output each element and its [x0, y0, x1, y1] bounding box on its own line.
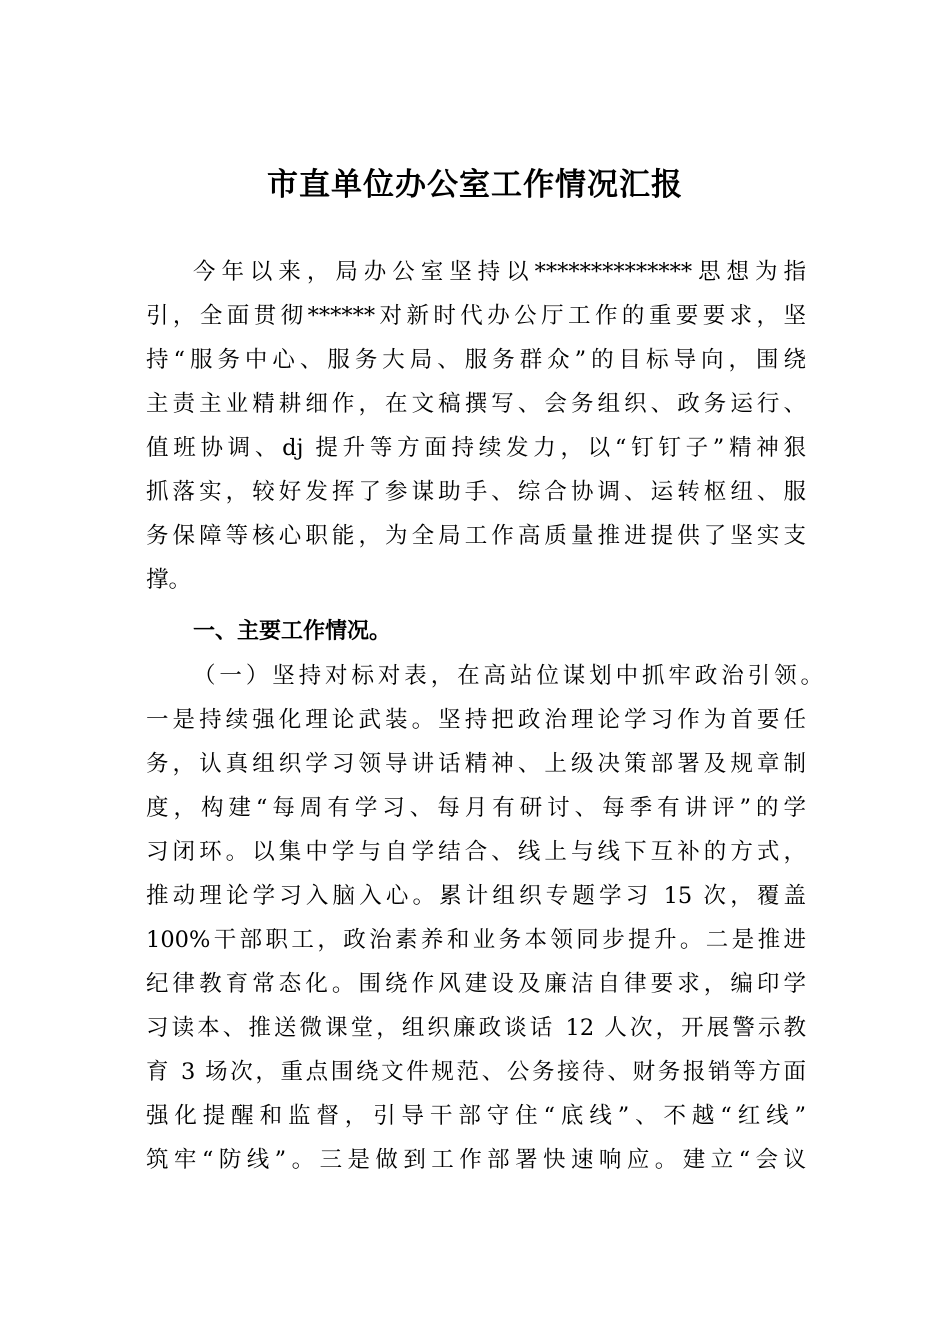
subsection-heading: （一）坚持对标对表，在高站位谋划中抓牢政治引领。: [193, 663, 823, 689]
paragraph-line: 推动理论学习入脑入心。累计组织专题学习 15 次，覆盖: [146, 883, 806, 909]
paragraph-line: 纪律教育常态化。围绕作风建设及廉洁自律要求，编印学: [146, 971, 806, 997]
paragraph-line: 习读本、推送微课堂，组织廉政谈话 12 人次，开展警示教: [146, 1015, 806, 1041]
paragraph-line: 强化提醒和监督，引导干部守住“底线”、不越“红线”: [146, 1103, 806, 1129]
paragraph-line: 值班协调、dj 提升等方面持续发力，以“钉钉子”精神狠: [146, 435, 806, 461]
paragraph-line: 育 3 场次，重点围绕文件规范、公务接待、财务报销等方面: [146, 1059, 806, 1085]
paragraph-line: 筑牢“防线”。三是做到工作部署快速响应。建立“会议: [146, 1147, 806, 1173]
paragraph-line: 撑。: [146, 567, 192, 593]
paragraph-line: 100%干部职工，政治素养和业务本领同步提升。二是推进: [146, 927, 806, 953]
paragraph-line: 主责主业精耕细作，在文稿撰写、会务组织、政务运行、: [146, 391, 806, 417]
paragraph-line: 习闭环。以集中学与自学结合、线上与线下互补的方式，: [146, 839, 806, 865]
paragraph-line: 务保障等核心职能，为全局工作高质量推进提供了坚实支: [146, 523, 806, 549]
document-title: 市直单位办公室工作情况汇报: [267, 167, 683, 203]
paragraph-line: 引，全面贯彻******对新时代办公厅工作的重要要求，坚: [146, 303, 806, 329]
paragraph-line: 今年以来，局办公室坚持以**************思想为指: [193, 259, 806, 285]
paragraph-line: 持“服务中心、服务大局、服务群众”的目标导向，围绕: [146, 347, 806, 373]
paragraph-line: 一是持续强化理论武装。坚持把政治理论学习作为首要任: [146, 707, 806, 733]
paragraph-line: 抓落实，较好发挥了参谋助手、综合协调、运转枢纽、服: [146, 479, 806, 505]
paragraph-line: 度，构建“每周有学习、每月有研讨、每季有讲评”的学: [146, 795, 806, 821]
section-heading: 一、主要工作情况。: [193, 619, 392, 644]
paragraph-line: 务，认真组织学习领导讲话精神、上级决策部署及规章制: [146, 751, 806, 777]
